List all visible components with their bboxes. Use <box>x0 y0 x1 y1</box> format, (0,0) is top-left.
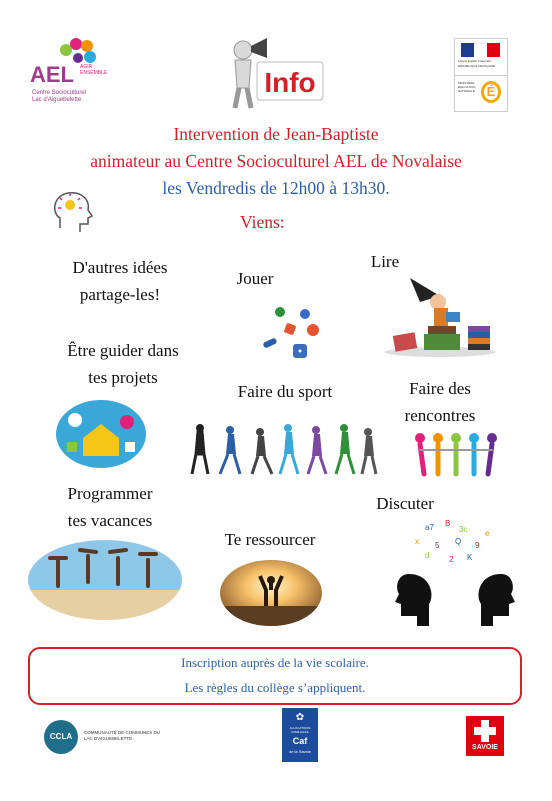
meeting-people-image <box>410 430 502 480</box>
info-illustration <box>215 36 325 114</box>
savoie-label: SAVOIE <box>472 744 498 751</box>
notice-line-1: Inscription auprès de la vie scolaire. <box>181 655 369 670</box>
info-text: Info <box>264 67 316 98</box>
svg-text:x: x <box>415 537 419 546</box>
activity-jouer: Jouer <box>236 269 274 288</box>
svg-text:B: B <box>445 519 451 528</box>
activity-guider-line-1: Être guider dans <box>67 341 179 360</box>
ael-letters: AEL <box>30 62 74 87</box>
ael-tagline: AGIR ENSEMBLE <box>80 64 108 76</box>
gov-republic: RÉPUBLIQUE FRANÇAISE <box>458 64 496 68</box>
svg-text:e: e <box>485 529 490 538</box>
svg-text:d: d <box>425 551 430 560</box>
activity-idees-line-2: partage-les! <box>79 285 161 304</box>
svg-text:K: K <box>467 553 473 562</box>
republique-logo <box>454 38 508 112</box>
activity-ressourcer: Te ressourcer <box>224 530 316 549</box>
ccla-logo <box>44 720 184 756</box>
projects-icons-image <box>55 398 147 470</box>
notice-line-2: Les règles du collège s’appliquent. <box>184 680 366 695</box>
header-line-2: animateur au Centre Socioculturel AEL de Novalaise <box>90 151 462 171</box>
caf-label-2: Caf <box>292 736 308 746</box>
activity-vacances-line-2: tes vacances <box>67 511 153 530</box>
caf-logo <box>282 708 318 762</box>
activity-rencontres-line-2: rencontres <box>404 406 476 425</box>
ccla-badge: CCLA <box>44 720 78 754</box>
notice-box <box>28 647 522 705</box>
reading-boy-image <box>380 268 498 358</box>
logo-divider <box>455 75 507 76</box>
sports-silhouettes-image <box>188 420 378 478</box>
svg-text:a7: a7 <box>425 523 434 532</box>
svg-text:2: 2 <box>449 555 454 564</box>
ael-subtitle-1: Centre Socioculturel <box>32 90 87 96</box>
activity-idees-line-1: D'autres idées <box>72 258 168 277</box>
svg-text:3c: 3c <box>459 525 468 534</box>
activity-guider-line-2: tes projets <box>88 368 158 387</box>
activity-discuter: Discuter <box>376 494 434 513</box>
flag-red <box>487 43 500 57</box>
savoie-logo <box>466 716 504 756</box>
ccla-full-2: LAC D'AIGUEBELETTE <box>84 736 133 741</box>
flag-blue <box>461 43 474 57</box>
education-e-icon: É <box>481 81 501 103</box>
ministry-text: MINISTÈRE ÉDUCATION NATIONALE <box>458 81 476 93</box>
svg-text:9: 9 <box>475 541 480 550</box>
activity-rencontres-line-1: Faire des <box>409 379 471 398</box>
holiday-jump-image <box>28 540 183 620</box>
megaphone-person-icon <box>215 36 325 114</box>
header-line-1: Intervention de Jean-Baptiste <box>173 124 379 144</box>
caf-label-1: ALLOCATIONS FAMILIALES <box>289 726 311 734</box>
game-pieces-image <box>255 300 335 370</box>
viens-label: Viens: <box>240 212 285 232</box>
header-line-3: les Vendredis de 12h00 à 13h30. <box>162 178 390 198</box>
gov-motto: Liberté Égalité Fraternité <box>458 59 491 63</box>
caf-family-icon: ✿ <box>295 712 305 723</box>
ael-subtitle-2: Lac d'Aiguebelette <box>32 97 82 103</box>
discussion-heads-image <box>395 518 515 628</box>
savoie-cross-horizontal <box>474 727 496 735</box>
caf-label-3: de la Savoie <box>288 749 311 754</box>
ccla-full-1: COMMUNAUTÉ DE COMMUNES DU <box>84 730 160 735</box>
activity-lire: Lire <box>370 252 400 271</box>
svg-text:5: 5 <box>435 541 440 550</box>
activity-sport: Faire du sport <box>237 382 333 401</box>
activity-vacances-line-1: Programmer <box>67 484 153 503</box>
ael-logo <box>30 36 110 110</box>
sunset-image <box>220 560 322 626</box>
idea-head-icon <box>48 188 96 236</box>
svg-text:Q: Q <box>455 537 462 546</box>
flag-white <box>474 43 487 58</box>
